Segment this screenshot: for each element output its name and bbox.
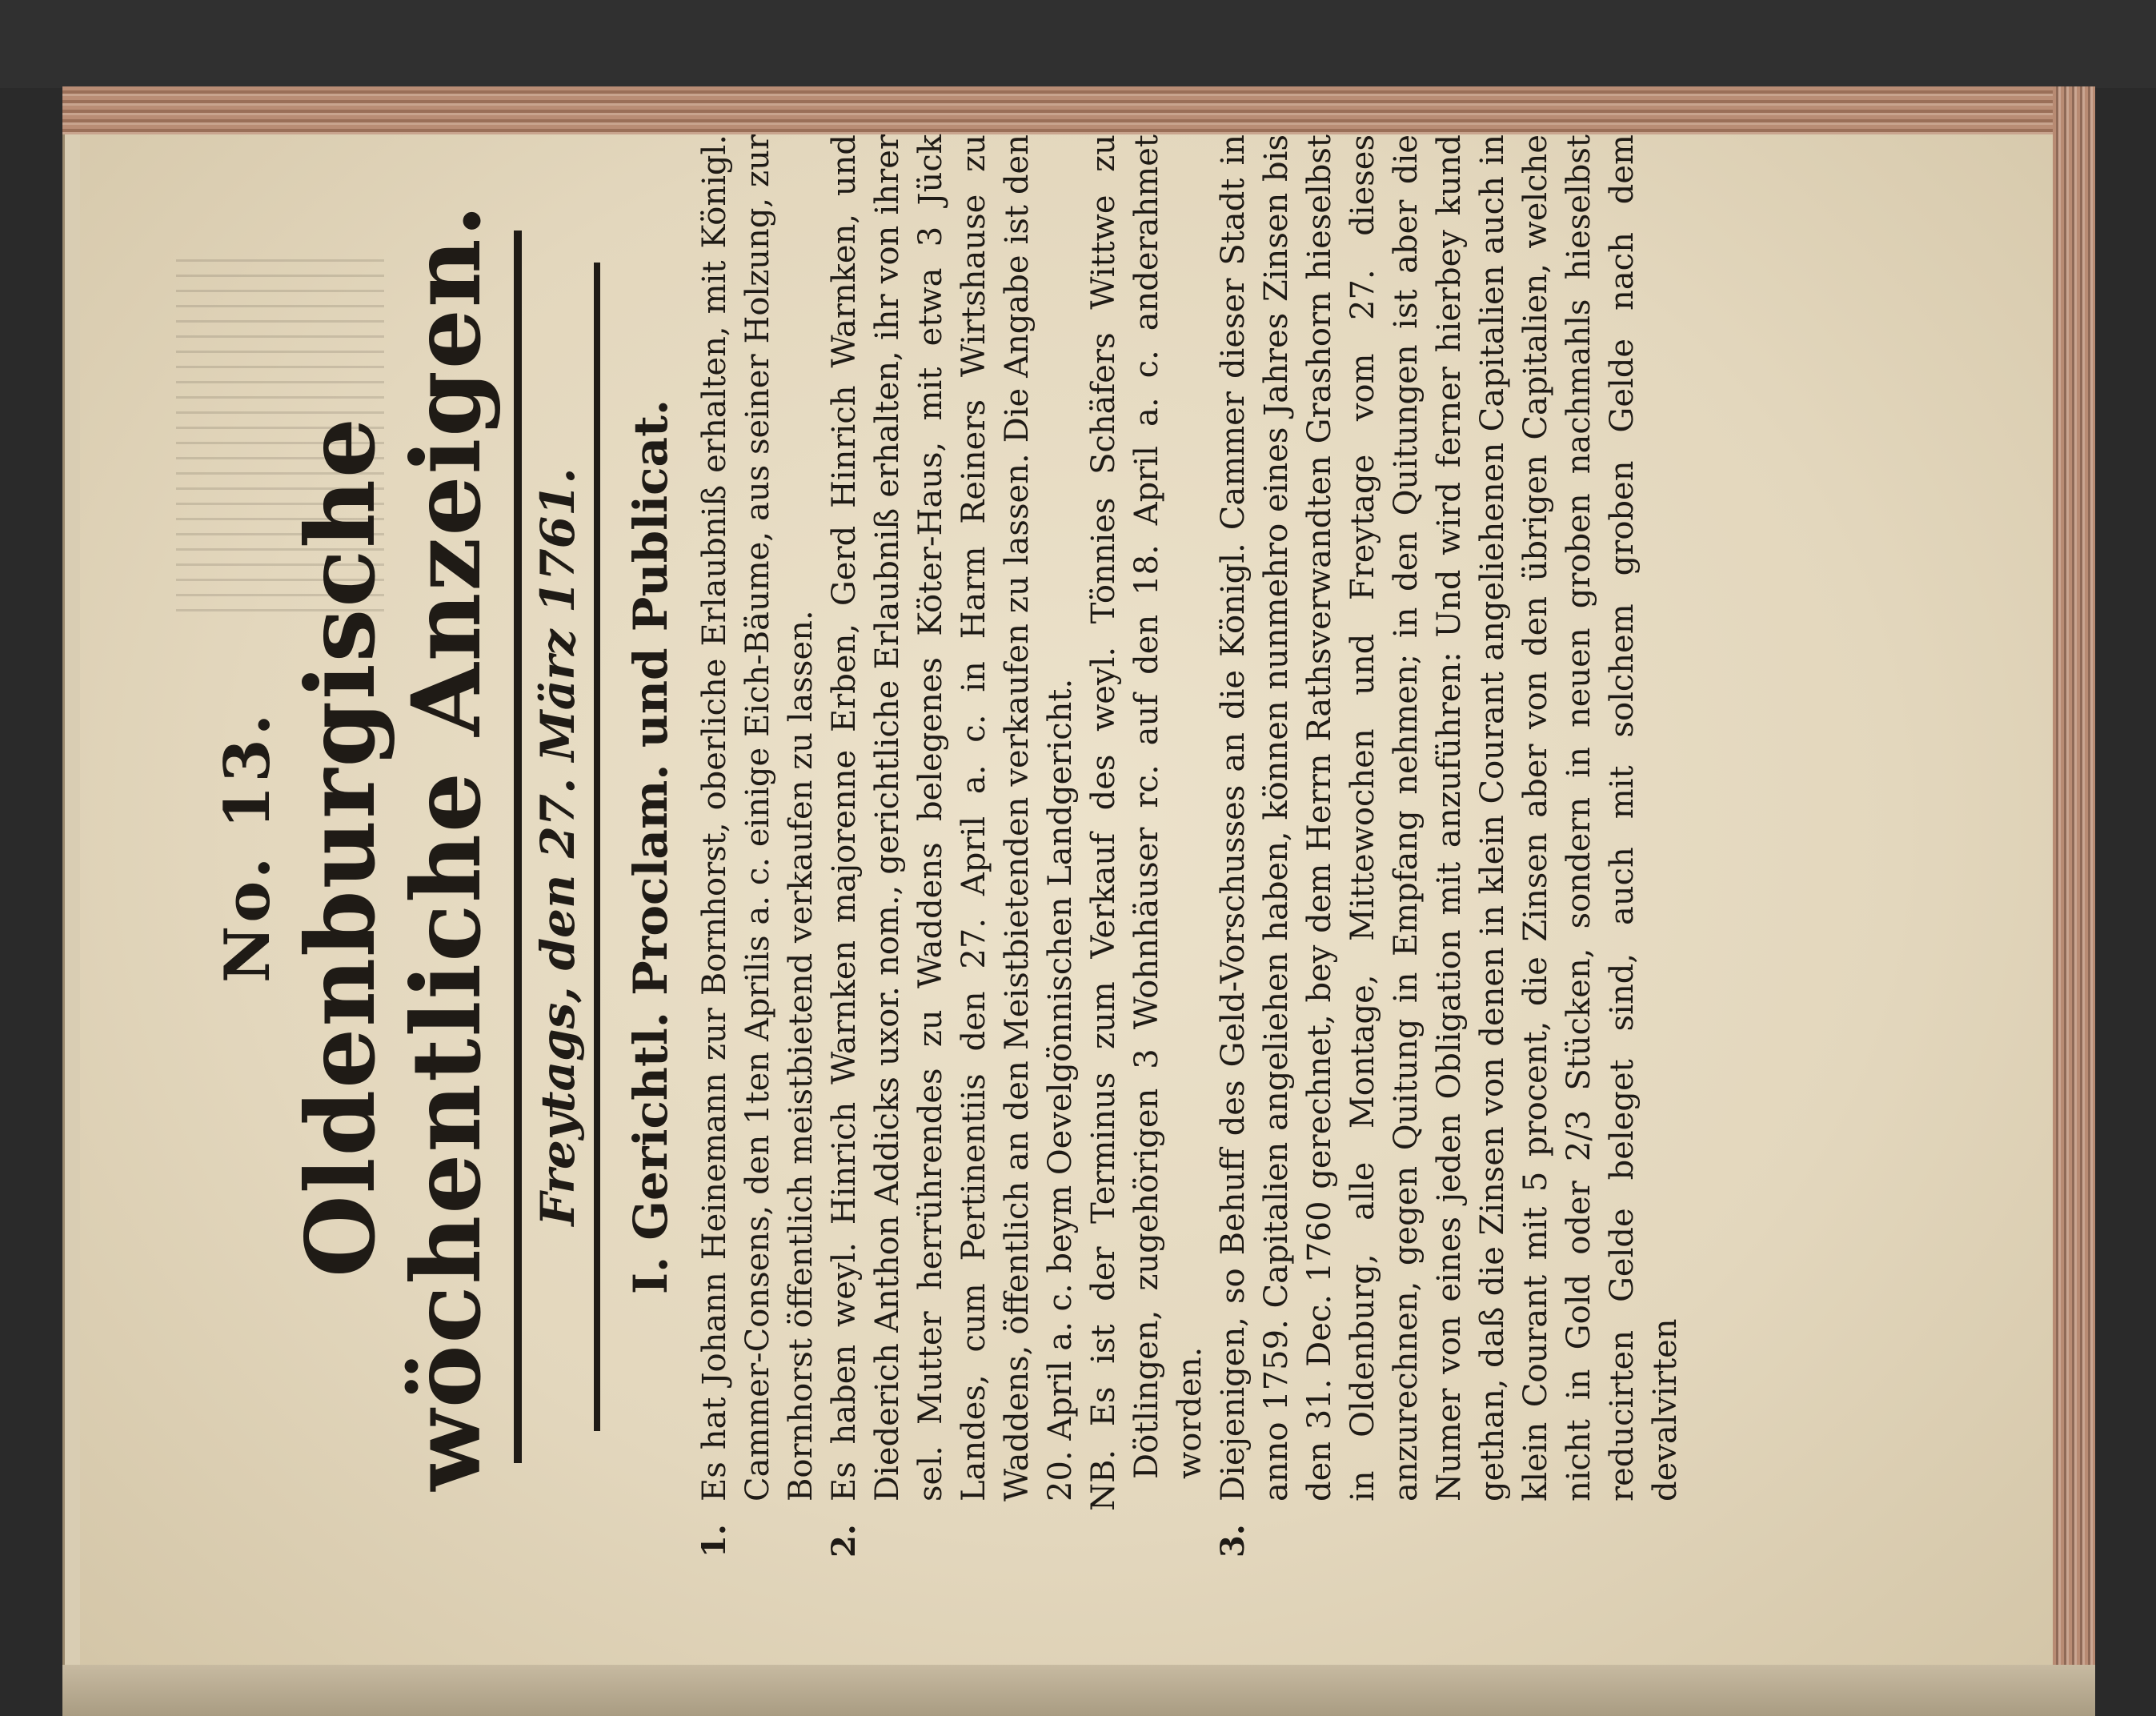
rotated-text-block [208, 134, 1921, 1559]
scanner-background [0, 0, 2156, 88]
section-heading: I. Gerichtl. Proclam. und Publicat. [623, 399, 678, 1295]
notice-text: Diejenigen, so Behuff des Geld-Vorschusses an die Königl. Cammer dieser Stadt in anno 1759. Capitalien angeliehen haben, können nunmehro eines Jahres Zinsen bis den 31. Dec. 1760 gerechnet, bey dem Herrn Rathsverwandten Grashorn hieselbst in Oldenburg, alle Montage, Mittewochen und Freytage vom 27. dieses anzurechnen, gegen Quitung in Empfang nehmen; in den Quitungen ist aber die Numer von eines jeden Obligation mit anzuführen: Und wird ferner hierbey kund gethan, daß die Zinsen von denen in klein Courant angeliehenen Capitalien auch in klein Courant mit 5 procent, die Zinsen aber von den übrigen Capitalien, welche nicht in Gold oder 2/3 Stücken, sondern in neuen groben nachmahls hieselbst reducirten Gelde beleget sind, auch mit solchem groben Gelde nach dem devalvirten [1215, 134, 1684, 1502]
masthead-rule [514, 231, 522, 1463]
issue-date: Freytags, den 27. März 1761. [531, 467, 585, 1226]
notice-number: 2. [825, 1524, 863, 1558]
notice-2 [823, 134, 1082, 1558]
notice-number: 1. [695, 1524, 733, 1558]
newspaper-page [80, 134, 2053, 1665]
masthead-title-line2: wöchentliche Anzeigen. [391, 202, 502, 1491]
masthead-title-line1: Oldenburgische [285, 416, 396, 1277]
notice-1 [693, 134, 823, 1558]
date-rule [594, 263, 600, 1431]
notice-3 [1212, 134, 1687, 1558]
nota-bene: NB. Es ist der Terminus zum Verkauf des weyl. Tönnies Schäfers Wittwe zu Dötlingen, zugehörigen 3 Wohnhäuser rc. auf den 18. April a. c. anderahmet worden. [1085, 134, 1208, 1511]
page-stack-edge-bottom [62, 1665, 2095, 1716]
notice-text: Es hat Johann Heinemann zur Bornhorst, oberliche Erlaubniß erhalten, mit Königl. Cammer-Consens, den 1ten Aprilis a. c. einige Eich-Bäume, aus seiner Holzung, zur Bornhorst öffentlich meistbietend verkaufen zu lassen. [696, 134, 820, 1502]
issue-number: No. 13. [211, 711, 284, 983]
notice-text: Es haben weyl. Hinrich Warnken majorenne Erben, Gerd Hinrich Warnken, und Diederich Anthon Addicks uxor. nom., gerichtliche Erlaubniß erhalten, ihr von ihrer sel. Mutter herrührendes zu Waddens belegenes Köter-Haus, mit etwa 3 Jück Landes, cum Pertinentiis den 27. April a. c. in Harm Reiners Wirtshause zu Waddens, öffentlich an den Meistbietenden verkaufen zu lassen. Die Angabe ist den 20. April a. c. beym Oevelgönnischen Landgericht. [826, 134, 1079, 1502]
masthead [208, 134, 600, 1559]
page-stack-edge-top [62, 86, 2095, 134]
notice-number: 3. [1214, 1524, 1252, 1558]
page-stack-edge-right [2053, 86, 2095, 1716]
